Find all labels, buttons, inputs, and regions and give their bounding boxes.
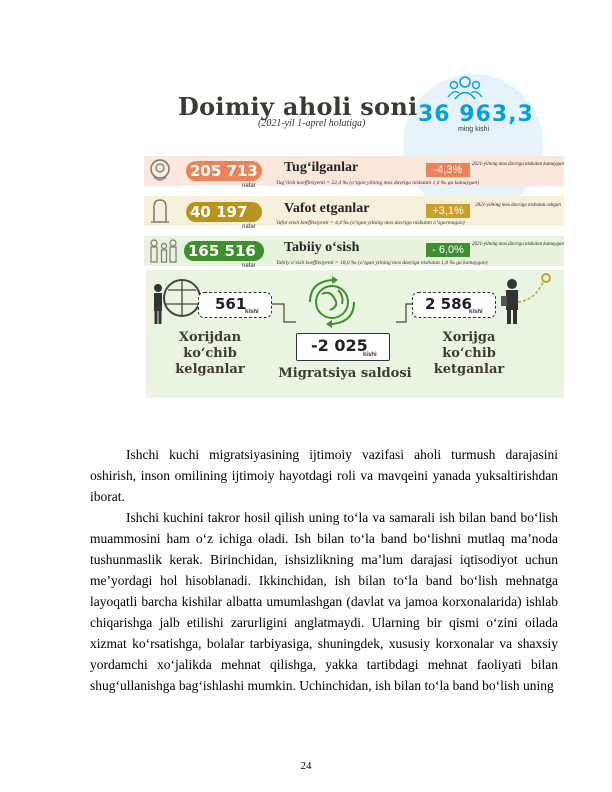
immigrants-label: Xorijdan ko‘chib kelganlar (175, 330, 245, 377)
family-icon (148, 237, 178, 265)
infographic-subtitle: (2021-yil 1-aprel holatiga) (258, 118, 366, 129)
deaths-title: Vafot etganlar (284, 201, 370, 216)
emigrants-value: 2 586 (425, 295, 472, 313)
deaths-note: 2021-yilning mos davriga nisbatan oshgan (475, 203, 561, 208)
immigrants-box (198, 292, 272, 318)
migration-balance-label: Migratsiya saldosi (278, 366, 412, 381)
natural-growth-change: - 6,0% (426, 243, 470, 257)
traveler-icon (148, 274, 204, 326)
births-number: 205 713 (186, 161, 262, 181)
page-number: 24 (300, 760, 312, 772)
emigrants-unit: kishi (469, 309, 483, 315)
paragraph: Ishchi kuchini takror hosil qilish uning to‘la va samarali ish bilan band bo‘lish muammosini ham o‘z ichiga oladi. Ish bilan to‘la band bo‘lishni mutlaq ma’noda tushunmaslik kerak. Birinchidan, ishsizlikning ma’lum darajasi iqtisodiyot uchun me’yordagi hol hisoblanadi. Ikkinchidan, ish bilan to‘la band bo‘lish mehnatga layoqatli barcha kishilar albatta umumlashgan (davlat va jamoa korxonalarida) ishlab chiqarishga jalb etilishi zarurligini anglatmaydi. Ularning bir qismi o‘zini oilada xizmat ko‘rsatishga, bolalar tarbiyasiga, shuningdek, xususiy korxonalar va shaxsiy yordamchi xo‘jalikda mehnat qilishga, yakka tartibdagi mehnat faoliyati bilan shug‘ullanishga bag‘ishlashi mumkin. Uchinchidan, ish bilan to‘la band bo‘lish uning (90, 510, 558, 693)
births-unit: nafar (242, 183, 256, 189)
emigrants-box (412, 292, 496, 318)
emigrant-person-icon (496, 272, 558, 326)
migration-balance-value: -2 025 (311, 336, 368, 355)
natural-growth-coefficient: Tabiiy o‘sish koeffitsiyenti = 18,0 ‰ (o‘tgan yilning mos davriga nisbatan 1,8 ‰ ga kamaygan) (276, 260, 488, 266)
births-note: 2021-yilning mos davriga nisbatan kamaygan (472, 162, 564, 167)
connector-lines (272, 300, 420, 326)
deaths-coefficient: Vafot etish koeffitsiyenti = 4,4 ‰ (o‘tgan yilning mos davriga nisbatan o‘zgarmagan) (276, 220, 465, 226)
baby-icon (148, 157, 172, 185)
paragraph: Ishchi kuchi migratsiyasining ijtimoiy vazifasi aholi turmush darajasini oshirish, inson omilining ijtimoiy hayotdagi roli va mavqeini yanada yuksaltirishdan iborat. (90, 447, 558, 504)
births-coefficient: Tug‘ilish koeffitsiyenti = 22,4 ‰ (o‘tgan yilning mos davriga nisbatan 1,6 ‰ ga kamaygan) (276, 180, 480, 186)
immigrants-value: 561 (215, 295, 247, 313)
natural-growth-number: 165 516 (184, 241, 264, 261)
births-title: Tug‘ilganlar (284, 160, 359, 175)
population-unit: ming kishi (458, 126, 490, 133)
natural-growth-note: 2021-yilning mos davriga nisbatan kamaygan (472, 242, 564, 247)
deaths-unit: nafar (242, 224, 256, 230)
natural-growth-unit: nafar (242, 263, 256, 269)
births-change: -4,3% (426, 163, 470, 177)
migration-balance-box (296, 333, 390, 361)
migration-balance-unit: kishi (363, 352, 377, 358)
natural-growth-title: Tabiiy o‘sish (284, 240, 360, 255)
deaths-change: +3,1% (426, 204, 470, 218)
gravestone-icon (148, 197, 172, 225)
infographic-title: Doimiy aholi soni (178, 92, 418, 121)
people-icon (447, 76, 483, 100)
body-text (90, 444, 558, 696)
population-value: 36 963,3 (418, 102, 534, 127)
emigrants-label: Xorijga ko‘chib ketganlar (433, 330, 505, 377)
deaths-number: 40 197 (186, 202, 262, 222)
immigrants-unit: kishi (245, 309, 259, 315)
